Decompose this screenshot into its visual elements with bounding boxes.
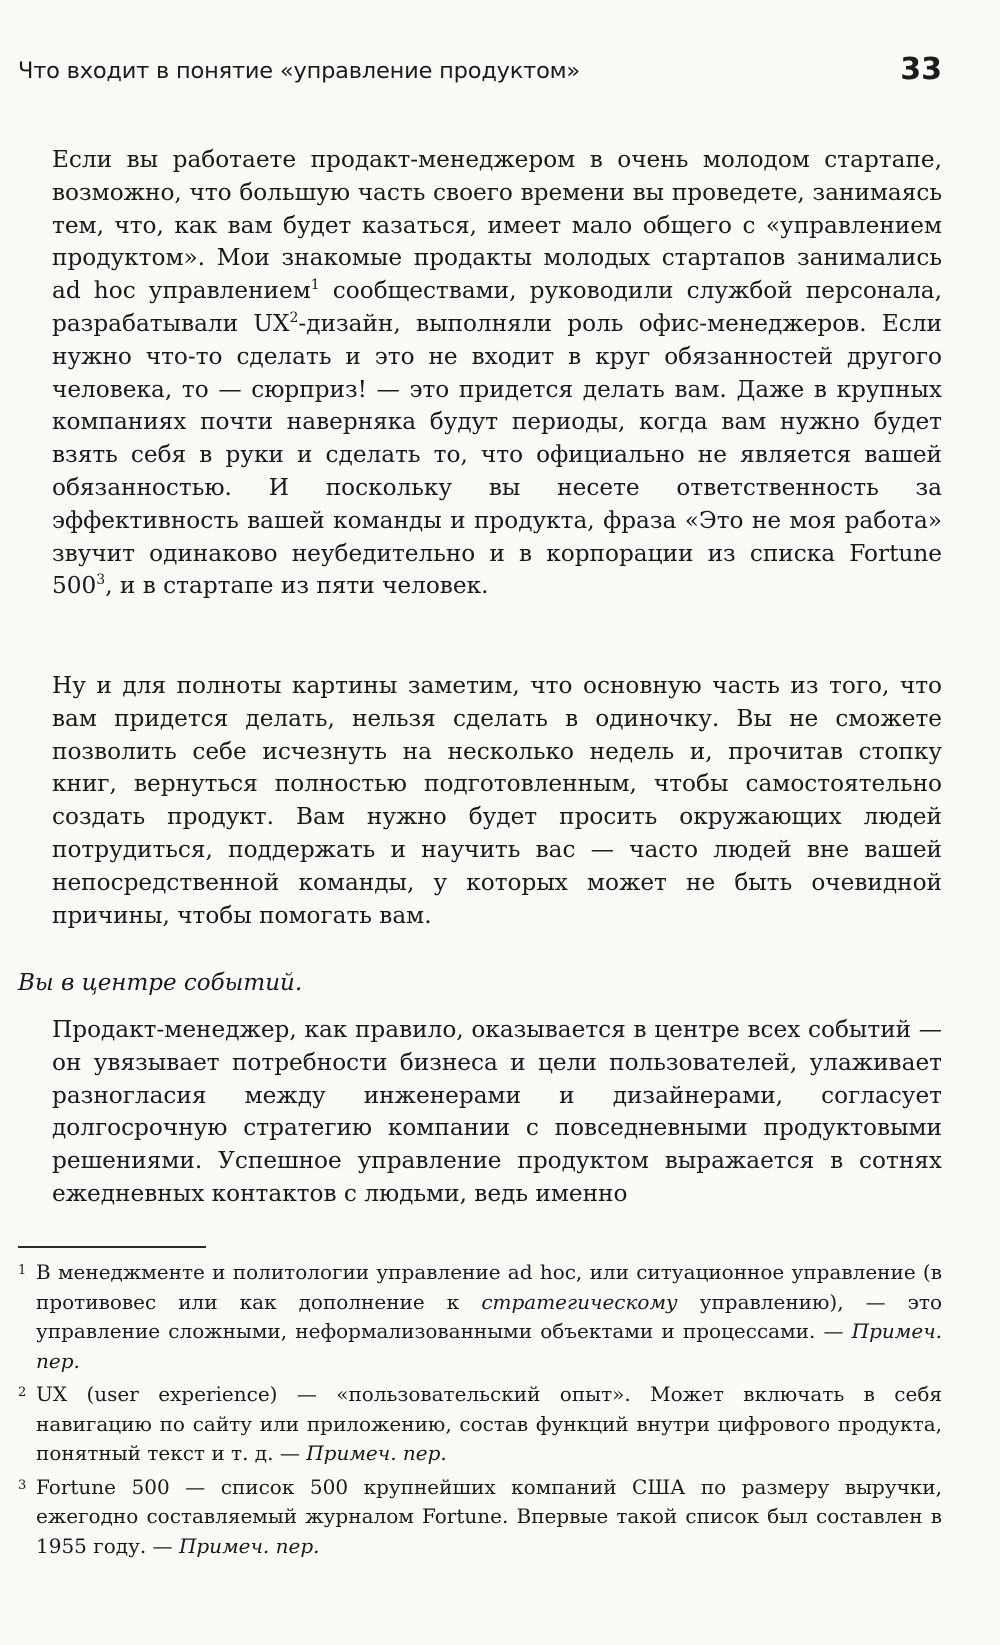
footnote-1-mark: 1 [18,1263,27,1278]
subheading: Вы в центре событий. [18,970,303,996]
footnote-2-note: Примеч. пер. [306,1441,447,1465]
footnote-1-text-a: В менеджменте и политологии управление ad hoc, или ситуационное управление (в противовес или как дополнение к [36,1260,942,1314]
footnote-2-text: UX (user experience) — «пользовательский опыт». Может включать в себя навигацию по сайту или приложению, состав функций внутри цифрового продукта, понятный текст и т. д. — [36,1382,942,1465]
footnote-separator [18,1246,206,1248]
running-head: Что входит в понятие «управление продуктом» [18,58,580,84]
paragraph-3: Продакт-менеджер, как правило, оказывается в центре всех событий — он увязывает потребности бизнеса и цели пользователей, улаживает разногласия между инженерами и дизайнерами, согласует долгосрочную стратегию компании с повседневными продуктовыми решениями. Успешное управление продуктом выражается в сотнях ежедневных контактов с людьми, ведь именно [52,1016,942,1207]
footnote-ref-1: 1 [310,277,320,294]
footnote-3-note: Примеч. пер. [178,1533,320,1558]
paragraph-1 [52,144,942,603]
footnote-1-text-b: управлению), — это управление сложными, неформализованными объектами и процессами. — [36,1289,942,1343]
paragraph-1-text-b: сообществами, руководили службой персонала, разрабатывали UX [52,277,942,337]
paragraph-1-text-a: Если вы работаете продакт-менеджером в очень молодом стартапе, возможно, что большую часть своего времени вы проведете, занимаясь тем, что, как вам будет казаться, имеет мало общего с «управлением продуктом». Мои знакомые продакты молодых стартапов занимались ad hoc управлением [52,146,942,305]
footnote-ref-3: 3 [96,572,106,589]
page-number: 33 [900,52,942,87]
footnote-1-emphasis: стратегическому [481,1289,678,1314]
footnote-3-mark: 3 [18,1477,27,1493]
footnote-1 [18,1258,942,1376]
footnote-3 [18,1473,942,1562]
footnote-3-text: Fortune 500 — список 500 крупнейших компаний США по размеру выручки, ежегодно составляемый журналом Fortune. Впервые такой список был составлен в 1955 году. — [36,1474,942,1558]
paragraph-1-text-d: , и в стартапе из пяти человек. [105,572,489,600]
footnote-2-mark: 2 [18,1385,27,1400]
footnotes [18,1258,942,1565]
paragraph-2: Ну и для полноты картины заметим, что основную часть из того, что вам придется делать, нельзя сделать в одиночку. Вы не сможете позволить себе исчезнуть на несколько недель и, прочитав стопку книг, вернуться полностью подготовленным, чтобы самостоятельно создать продукт. Вам нужно будет просить окружающих людей потрудиться, поддержать и научить вас — часто людей вне вашей непосредственной команды, у которых может не быть очевидной причины, чтобы помогать вам. [52,672,942,929]
footnote-2 [18,1380,942,1469]
footnote-1-note: Примеч. пер. [36,1319,942,1373]
paragraph-1-text-c: -дизайн, выполняли роль офис-менеджеров. Если нужно что-то сделать и это не входит в круг обязанностей другого человека, то — сюрприз! — это придется делать вам. Даже в крупных компаниях почти наверняка будут периоды, когда вам нужно будет взять себя в руки и сделать то, что официально не является вашей обязанностью. И поскольку вы несете ответственность за эффективность вашей команды и продукта, фраза «Это не моя работа» звучит одинаково неубедительно и в корпорации из списка Fortune 500 [52,309,942,600]
footnote-ref-2: 2 [289,309,299,326]
